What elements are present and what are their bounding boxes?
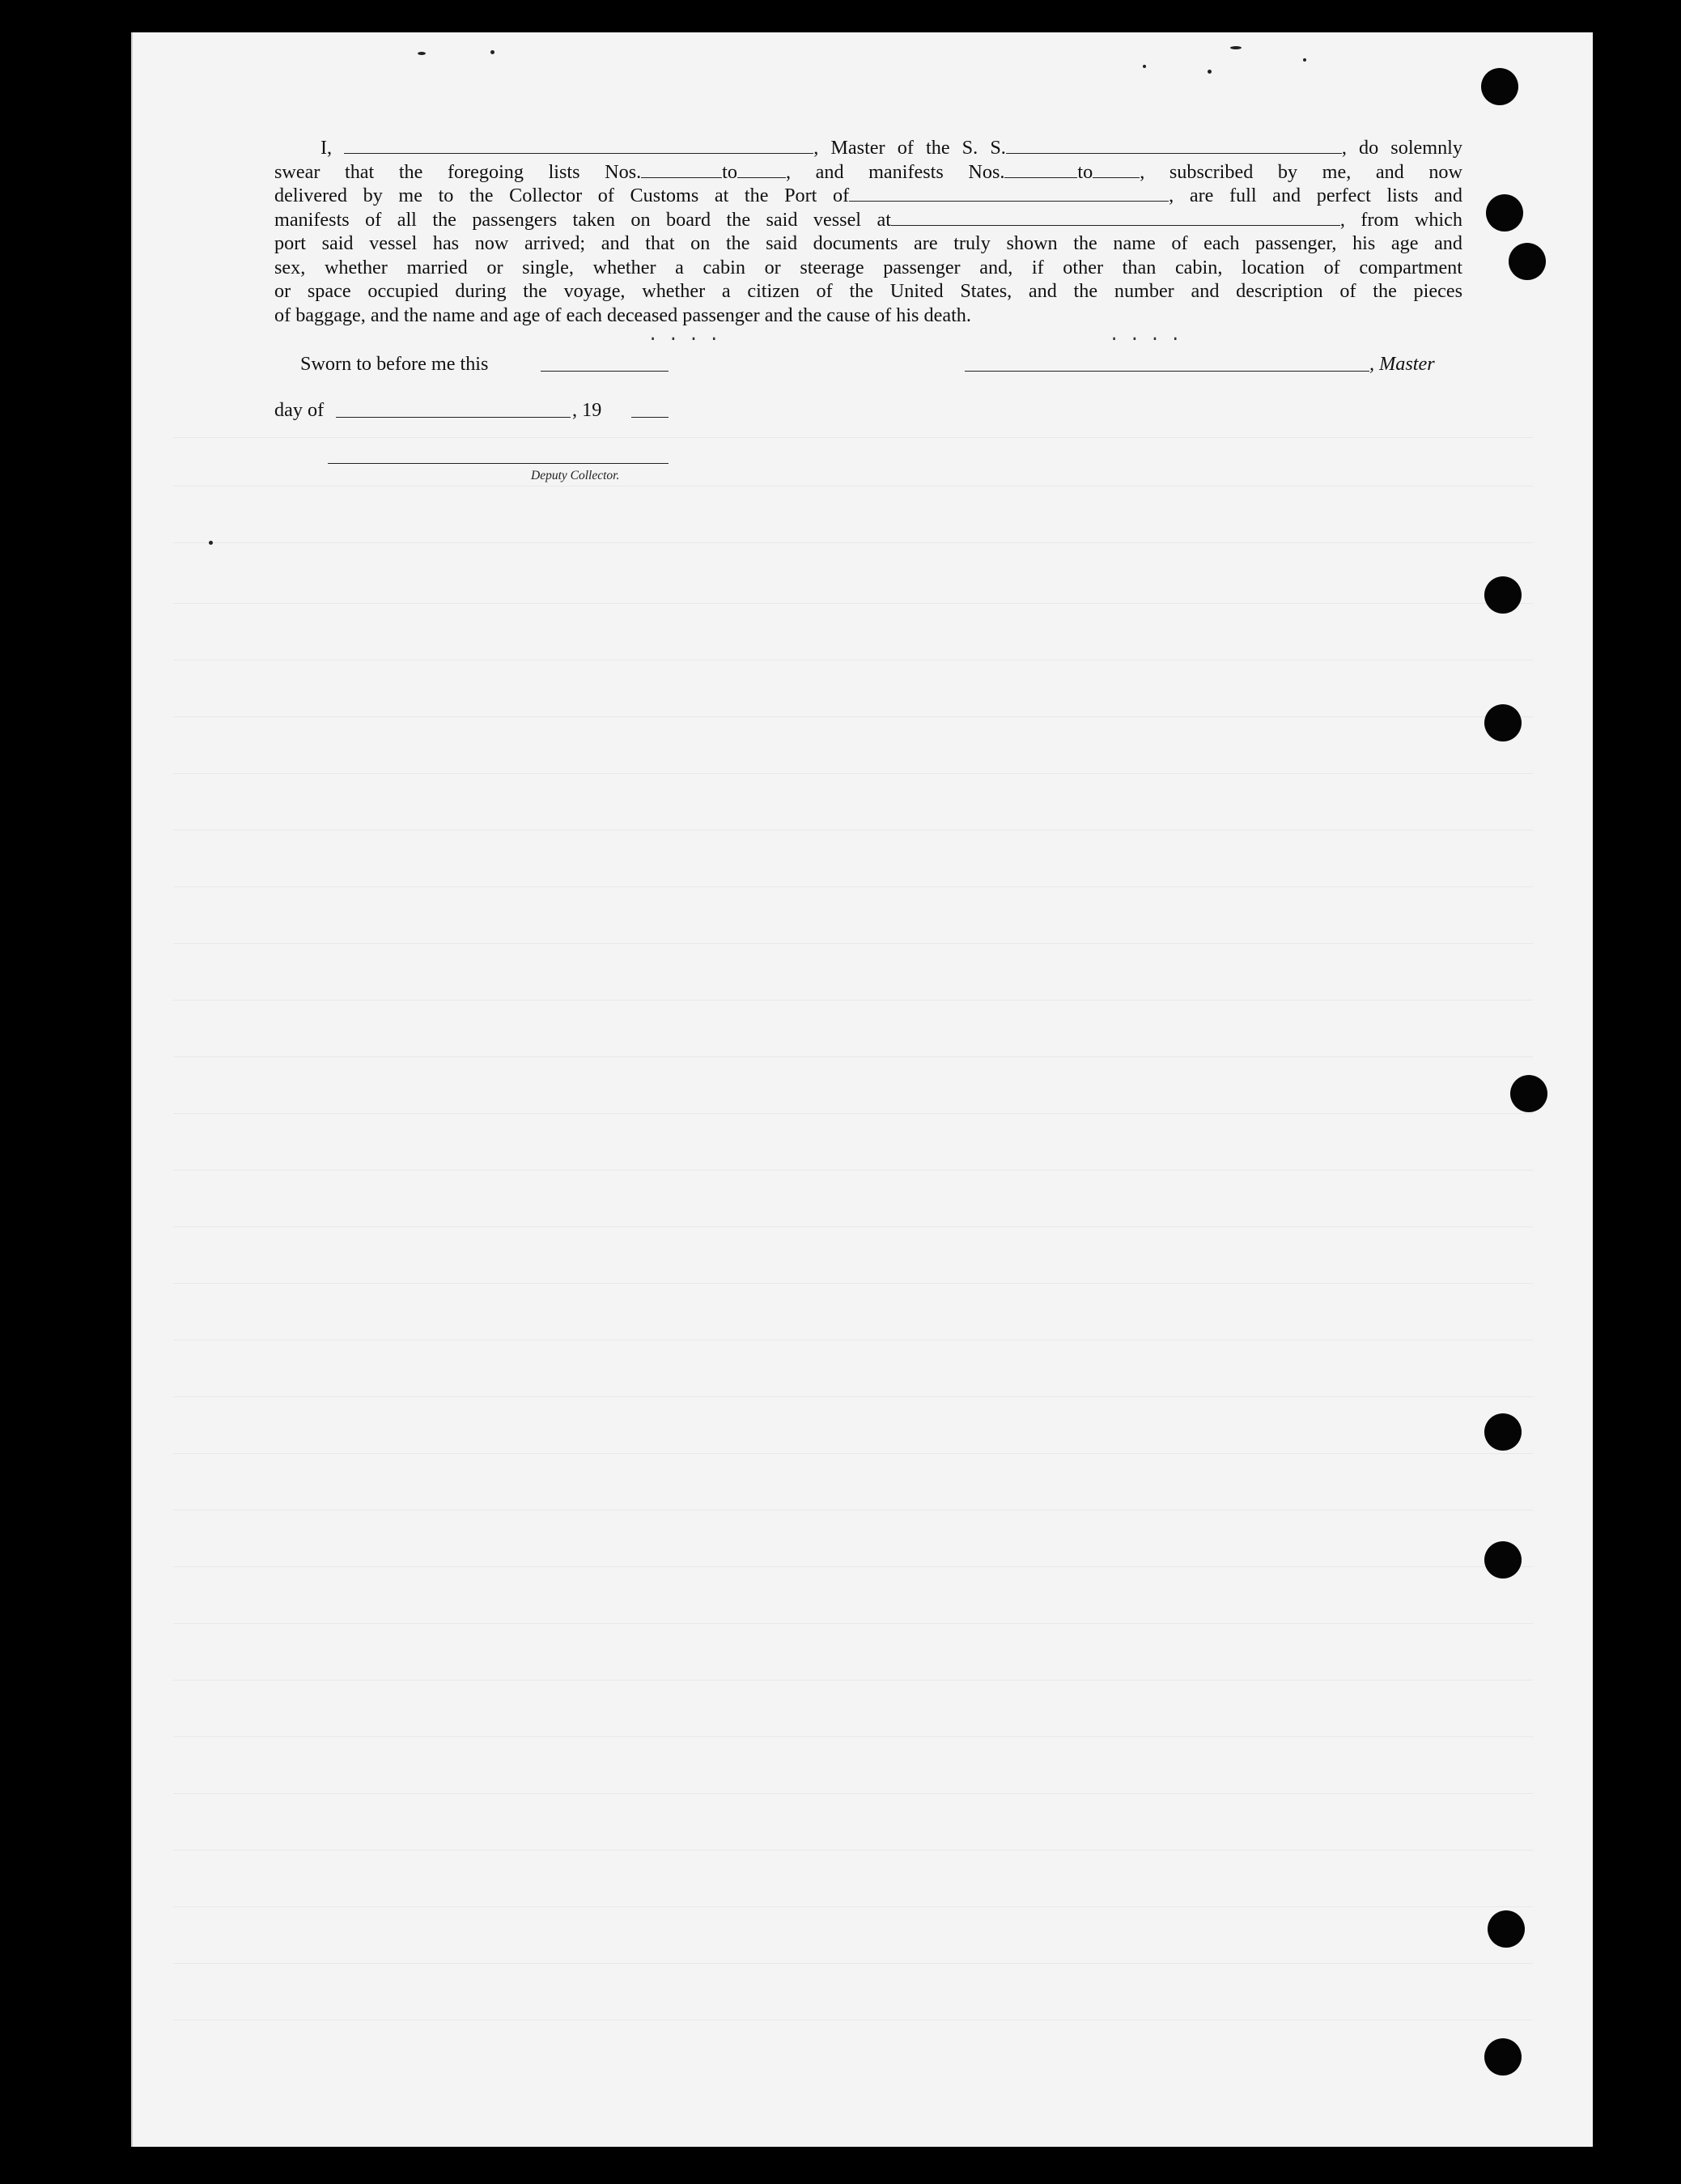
punch-hole [1484, 2038, 1522, 2076]
oath-line-8: of baggage, and the name and age of each deceased passenger and the cause of his death. [274, 304, 971, 326]
sworn-label: Sworn to before me this [300, 353, 489, 375]
punch-hole [1486, 194, 1523, 232]
manifest-to-blank [1093, 163, 1140, 178]
punch-hole [1484, 576, 1522, 614]
punch-hole [1484, 1413, 1522, 1451]
scan-speck [490, 50, 495, 54]
oath-paragraph [274, 136, 1462, 327]
oath-line-3: delivered by me to the Collector of Customs at the Port of , are full and perfect lists and [274, 185, 1462, 206]
paper-sheet [131, 32, 1593, 2147]
oath-line-6: sex, whether married or single, whether a cabin or steerage passenger and, if other than cabin, location of compartment [274, 256, 1462, 278]
bleed-through-rule [173, 1736, 1533, 1737]
scan-speck [209, 541, 213, 545]
bleed-through-rule [173, 1056, 1533, 1057]
punch-hole [1484, 704, 1522, 741]
bleed-through-rule [173, 830, 1533, 831]
bleed-through-rule [173, 1340, 1533, 1341]
bleed-through-rule [173, 1453, 1533, 1454]
bleed-through-rule [173, 943, 1533, 944]
bleed-through-rule [173, 1963, 1533, 1964]
punch-hole [1509, 243, 1546, 280]
punch-hole [1481, 68, 1518, 105]
day-of-label: day of [274, 399, 325, 421]
bleed-through-rule [173, 1793, 1533, 1794]
scan-speck [1143, 65, 1146, 68]
bleed-through-rule [173, 660, 1533, 661]
name-blank [344, 138, 813, 154]
port-blank [849, 186, 1169, 202]
bleed-through-rule [173, 1906, 1533, 1907]
bleed-through-rule [173, 1000, 1533, 1001]
dot-marks: .... [647, 325, 729, 346]
bleed-through-rule [173, 1226, 1533, 1227]
oath-line-7: or space occupied during the voyage, whether a citizen of the United States, and the number and description of the pieces [274, 280, 1462, 302]
bleed-through-rule [173, 603, 1533, 604]
punch-hole [1510, 1075, 1547, 1112]
bleed-through-rule [173, 437, 1533, 438]
deputy-collector-signature-line [328, 463, 669, 464]
bleed-through-rule [173, 886, 1533, 887]
oath-line-5: port said vessel has now arrived; and that on the said documents are truly shown the name of each passenger, his age and [274, 232, 1462, 254]
year-label: , 19 [572, 399, 602, 421]
year-line [631, 417, 669, 418]
scan-speck [1230, 46, 1242, 49]
deputy-collector-label: Deputy Collector. [531, 469, 620, 482]
dot-marks: .... [1109, 325, 1191, 346]
bleed-through-rule [173, 716, 1533, 717]
bleed-through-rule [173, 1113, 1533, 1114]
manifest-from-blank [1004, 163, 1077, 178]
scan-speck [1303, 58, 1306, 62]
bleed-through-rule [173, 1623, 1533, 1624]
punch-hole [1484, 1541, 1522, 1579]
bleed-through-rule [173, 486, 1533, 487]
bleed-through-rule [173, 1566, 1533, 1567]
bleed-through-rule [173, 1170, 1533, 1171]
oath-line-2: swear that the foregoing lists Nos. to , and manifests Nos. to , subscribed by me, and now [274, 160, 1462, 183]
departure-port-blank [891, 210, 1340, 226]
sworn-date-line [541, 371, 669, 372]
bleed-through-rule [173, 542, 1533, 543]
master-label: , Master [1369, 353, 1435, 375]
list-to-blank [737, 163, 786, 178]
punch-hole [1488, 1910, 1525, 1948]
scan-speck [1208, 70, 1212, 74]
vessel-blank [1006, 138, 1342, 154]
scan-speck [418, 52, 426, 55]
bleed-through-rule [173, 1283, 1533, 1284]
bleed-through-rule [173, 773, 1533, 774]
oath-line-1: I, , Master of the S. S. , do solemnly [320, 137, 1462, 159]
bleed-through-rule [173, 1510, 1533, 1511]
list-from-blank [641, 163, 722, 178]
bleed-through-rule [173, 1396, 1533, 1397]
month-line [336, 417, 571, 418]
master-signature-line [965, 371, 1369, 372]
oath-line-4: manifests of all the passengers taken on board the said vessel at , from which [274, 208, 1462, 231]
